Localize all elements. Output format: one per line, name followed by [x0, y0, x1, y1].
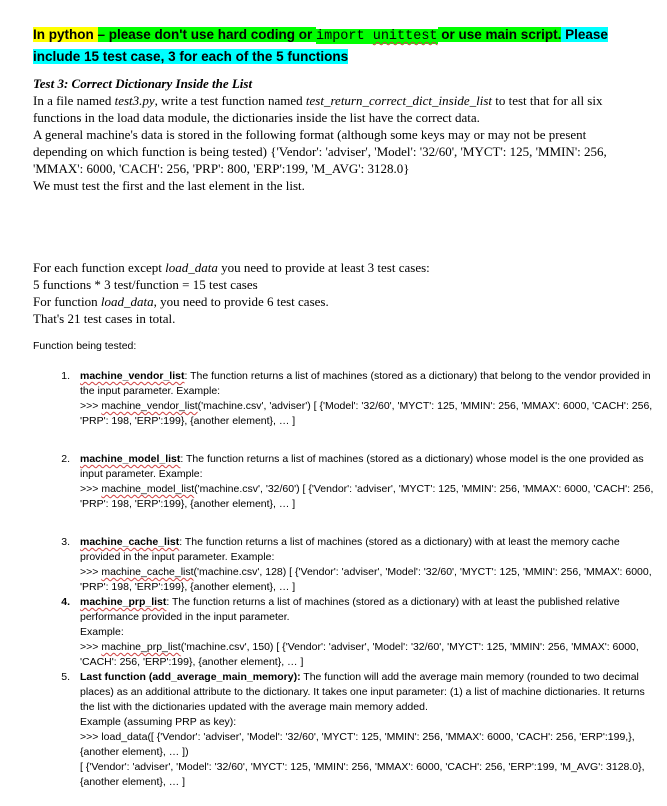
item-example [80, 399, 655, 429]
function-name: machine_model_list [80, 453, 181, 465]
item-description [80, 595, 655, 625]
instruction-language: In python [33, 27, 98, 42]
function-call: machine_model_list [101, 483, 195, 495]
item-description [80, 369, 655, 399]
example-label: Example: [80, 626, 124, 638]
spellcheck-word: unittest [372, 29, 438, 44]
list-number: 4. [61, 596, 70, 608]
function-name: load_data [165, 260, 218, 275]
function-call: machine_prp_list [101, 641, 181, 653]
prompt: >>> [80, 483, 102, 495]
text: ('machine.csv', 128) [ {'Vendor': 'adviser', 'Model': '32/60', 'MYCT': 125, 'MMIN': 256, 'MMAX': 6000, 'PRP': 198, 'ERP':199}, {another element}, … ] [80, 566, 652, 593]
text: ('machine.csv', '32/60') [ {'Vendor': 'adviser', 'MYCT': 125, 'MMIN': 256, 'MMAX': 6000, 'CACH': 256, 'PRP': 198, 'ERP':199}, {another element}, … ] [80, 483, 654, 510]
test-count-line-3 [33, 293, 633, 310]
text: , write a test function named [154, 93, 306, 108]
text: ('machine.csv', 150) [ {'Vendor': 'adviser', 'Model': '32/60', 'MYCT': 125, 'MMIN': 256, 'MMAX': 6000, 'CACH': 256, 'ERP':199}, {another element}, … ] [80, 641, 639, 668]
functions-label: Function being tested: [33, 340, 137, 352]
example-label: Example (assuming PRP as key): [80, 716, 237, 728]
instruction-restriction: – please don't use hard coding or [97, 27, 316, 42]
code-import-unittest: import unittest [316, 29, 438, 44]
text: : The function returns a list of machines (stored as a dictionary) with at least the published relative performance provided in the input parameter. [80, 596, 620, 623]
list-item [50, 595, 655, 670]
list-item [50, 452, 655, 512]
instruction-code [316, 29, 438, 44]
test3-paragraph-2: A general machine's data is stored in the following format (although some keys may or may not be present depending on which function is being tested) {'Vendor': 'adviser', 'Model': '32/60', 'MYCT': 125, 'MMIN': 256, 'MMAX': 6000, 'CACH': 256, 'PRP': 800, 'ERP':199, 'M_AVG': 3128.0} [33, 127, 607, 176]
test3-title: Test 3: Correct Dictionary Inside the List [33, 76, 253, 91]
instruction-line-1 [33, 25, 648, 47]
text: : The function returns a list of machines (stored as a dictionary) whose model is the one provided as input parameter. Example: [80, 453, 644, 480]
instruction-restriction-end: or use main script. [437, 27, 562, 42]
function-call: machine_cache_list [101, 566, 194, 578]
test-count-section [33, 259, 633, 327]
highlighted-instructions [33, 25, 648, 67]
text: For each function except [33, 260, 166, 275]
text: : The function returns a list of machines (stored as a dictionary) that belong to the vendor provided in the input parameter. Example: [80, 370, 651, 397]
test-count-line-4: That's 21 test cases in total. [33, 311, 176, 326]
function-name: machine_prp_list [80, 596, 167, 608]
instruction-please: Please [561, 27, 608, 42]
list-item [50, 670, 655, 790]
text: The function will add the average main memory (rounded to two decimal places) as an additional attribute to the dictionary. It takes one input parameter: (1) a list of machine dictionaries. It returns the list with the dictionaries updated with the average main memory added. [80, 671, 645, 713]
list-number: 5. [61, 671, 70, 683]
list-item [50, 535, 655, 595]
list-number: 3. [61, 536, 70, 548]
text: In a file named [33, 93, 115, 108]
text: to test that for all six functions in the load data module, the dictionaries inside the list have the correct data. [33, 93, 603, 125]
test3-section [33, 75, 633, 194]
list-number: 2. [61, 453, 70, 465]
test3-paragraph-3: We must test the first and the last element in the list. [33, 178, 305, 193]
item-description [80, 452, 655, 482]
text: For function [33, 294, 101, 309]
item-description [80, 670, 655, 715]
function-name: test_return_correct_dict_inside_list [305, 93, 492, 108]
list-item [50, 369, 655, 429]
item-example [80, 482, 655, 512]
item-example [80, 565, 655, 595]
item-example-call: >>> load_data([ {'Vendor': 'adviser', 'Model': '32/60', 'MYCT': 125, 'MMIN': 256, 'MMAX': 6000, 'CACH': 256, 'ERP':199,}, {another element}, … ]) [80, 731, 635, 758]
list-number: 1. [61, 370, 70, 382]
text: , you need to provide 6 test cases. [153, 294, 329, 309]
item-example [80, 640, 655, 670]
test-count-line-2: 5 functions * 3 test/function = 15 test cases [33, 277, 258, 292]
instruction-test-count: include 15 test case, 3 for each of the 5 functions [33, 49, 349, 64]
text: : The function returns a list of machines (stored as a dictionary) with at least the memory cache provided in the input parameter. Example: [80, 536, 620, 563]
text: you need to provide at least 3 test cases: [217, 260, 430, 275]
prompt: >>> [80, 566, 102, 578]
text: ('machine.csv', 'adviser') [ {'Model': '32/60', 'MYCT': 125, 'MMIN': 256, 'MMAX': 6000, 'CACH': 256, 'PRP': 198, 'ERP':199}, {another element}, … ] [80, 400, 653, 427]
item-example-result: [ {'Vendor': 'adviser', 'Model': '32/60', 'MYCT': 125, 'MMIN': 256, 'MMAX': 6000, 'CACH': 256, 'ERP':199, 'M_AVG': 3128.0}, {another element}, … ] [80, 761, 645, 788]
test-count-line-1 [33, 259, 633, 276]
test3-paragraph-1 [33, 92, 633, 126]
function-name: machine_vendor_list [80, 370, 185, 382]
function-name: machine_cache_list [80, 536, 180, 548]
function-list [50, 369, 655, 790]
prompt: >>> [80, 641, 102, 653]
function-call: machine_vendor_list [101, 400, 198, 412]
prompt: >>> [80, 400, 102, 412]
function-name: load_data [100, 294, 154, 309]
instruction-line-2 [33, 47, 648, 67]
function-name: Last function (add_average_main_memory): [80, 671, 301, 683]
filename: test3.py [114, 93, 155, 108]
item-description [80, 535, 655, 565]
